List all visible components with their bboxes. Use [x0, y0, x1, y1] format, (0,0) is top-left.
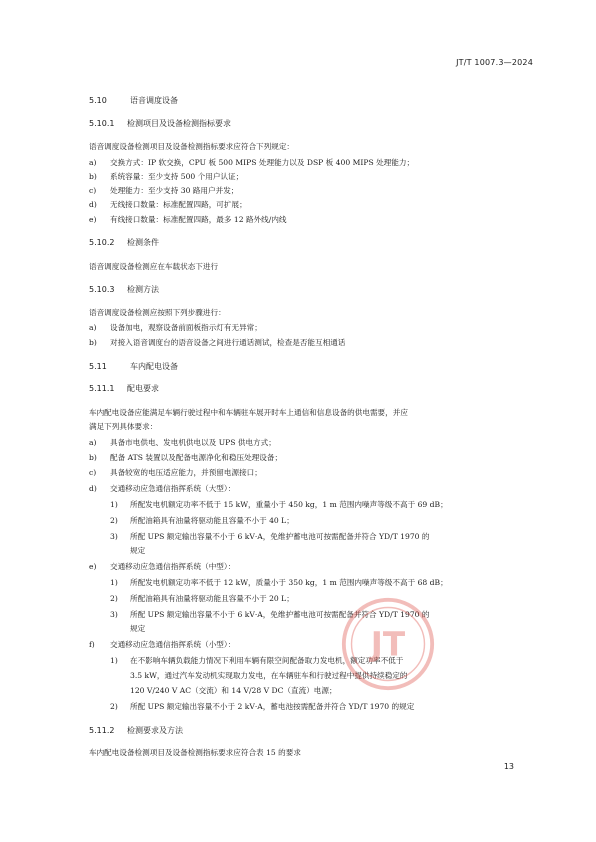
- list-text: 所配 UPS 额定输出容量不小于 6 kV·A，免维护蓄电池可按需配备并符合 YD/T 1970 的: [130, 610, 430, 619]
- section-title: 检测要求及方法: [127, 726, 183, 735]
- section-title: 车内配电设备: [130, 362, 178, 371]
- list-text: 所配发电机额定功率不低于 12 kW，质量小于 350 kg，1 m 范围内噪声等级不高于 68 dB；: [130, 578, 448, 587]
- list-text: 所配油箱具有油量将驱动能且容量不小于 20 L；: [130, 594, 294, 603]
- section-number: 5.10.3: [89, 285, 115, 294]
- list-label: 2): [110, 516, 118, 525]
- list-text: 有线接口数量：标准配置四路，最多 12 路外线/内线: [110, 215, 287, 224]
- paragraph-line: 满足下列具体要求：: [89, 422, 158, 431]
- paragraph-line: 车内配电设备应能满足车辆行驶过程中和车辆驻车展开时车上通信和信息设备的供电需要，并应: [89, 408, 408, 417]
- section-number: 5.10.1: [89, 119, 115, 128]
- list-label: 2): [110, 702, 118, 711]
- list-label: b): [89, 338, 97, 347]
- list-text: 无线接口数量：标准配置四路，可扩展；: [110, 200, 247, 209]
- list-label: 3): [110, 532, 118, 541]
- list-label: a): [89, 323, 97, 332]
- section-heading-5-11-2: [89, 726, 183, 736]
- paragraph: 语音调度设备检测应按照下列步骤进行：: [89, 308, 226, 317]
- list-label: 2): [110, 594, 118, 603]
- section-heading-5-10-1: [89, 119, 231, 129]
- list-text: 交换方式：IP 软交换，CPU 板 500 MIPS 处理能力以及 DSP 板 400 MIPS 处理能力；: [110, 158, 415, 167]
- list-label: 1): [110, 656, 118, 665]
- section-heading-5-10: [89, 96, 178, 106]
- section-number: 5.10: [89, 96, 107, 105]
- list-label: e): [89, 215, 97, 224]
- sub-list-continuation: 规定: [130, 546, 146, 555]
- list-text: 对接入语音调度台的语音设备之间进行通话测试，检查是否能互相通话: [110, 338, 346, 347]
- sub-list-continuation: 3.5 kW，通过汽车发动机实现取力发电，在车辆驻车和行驶过程中提供持续稳定的: [130, 671, 408, 680]
- sub-list-continuation: 规定: [130, 624, 146, 633]
- list-text: 具备市电供电、发电机供电以及 UPS 供电方式；: [110, 438, 276, 447]
- list-label: a): [89, 438, 97, 447]
- list-label: d): [89, 200, 97, 209]
- section-title: 配电要求: [127, 384, 159, 393]
- list-text: 交通移动应急通信指挥系统（小型）：: [110, 640, 236, 649]
- list-text: 交通移动应急通信指挥系统（大型）：: [110, 484, 236, 493]
- list-text: 所配油箱具有油量将驱动能且容量不小于 40 L；: [130, 516, 294, 525]
- section-heading-5-11-1: [89, 384, 159, 394]
- section-number: 5.11.1: [89, 384, 115, 393]
- svg-text:JT: JT: [370, 625, 406, 664]
- sub-list-continuation: 120 V/240 V AC（交流）和 14 V/28 V DC（直流）电源；: [130, 686, 337, 695]
- section-number: 5.10.2: [89, 238, 115, 247]
- list-text: 具备较宽的电压适应能力，并预留电源接口；: [110, 468, 262, 477]
- list-label: 1): [110, 578, 118, 587]
- list-label: d): [89, 484, 97, 493]
- section-heading-5-11: [89, 362, 178, 372]
- list-text: 系统容量：至少支持 500 个用户认证；: [110, 172, 244, 181]
- section-heading-5-10-2: [89, 238, 159, 248]
- list-label: 1): [110, 500, 118, 509]
- list-text: 所配 UPS 额定输出容量不小于 6 kV·A，免维护蓄电池可按需配备并符合 YD/T 1970 的: [130, 532, 430, 541]
- section-heading-5-10-3: [89, 285, 159, 295]
- section-number: 5.11: [89, 362, 107, 371]
- section-title: 检测条件: [127, 238, 159, 247]
- list-label: b): [89, 172, 97, 181]
- list-text: 所配发电机额定功率不低于 15 kW，重量小于 450 kg，1 m 范围内噪声等级不高于 69 dB；: [130, 500, 448, 509]
- list-text: 设备加电，观察设备前面板指示灯有无异常；: [110, 323, 262, 332]
- list-text: 在不影响车辆负载能力情况下利用车辆有限空间配备取力发电机，额定功率不低于: [130, 656, 404, 665]
- list-label: c): [89, 186, 97, 195]
- paragraph: 语音调度设备检测项目及设备检测指标要求应符合下列规定：: [89, 142, 295, 151]
- section-title: 检测方法: [127, 285, 159, 294]
- list-text: 交通移动应急通信指挥系统（中型）：: [110, 562, 236, 571]
- paragraph: 语音调度设备检测应在车载状态下进行: [89, 262, 219, 271]
- standard-code-header: JT/T 1007.3—2024: [456, 58, 533, 67]
- list-label: e): [89, 562, 97, 571]
- list-label: f): [89, 640, 95, 649]
- page-number: 13: [503, 762, 514, 771]
- list-label: 3): [110, 610, 118, 619]
- list-label: c): [89, 468, 97, 477]
- list-label: a): [89, 158, 97, 167]
- section-title: 检测项目及设备检测指标要求: [127, 119, 231, 128]
- list-text: 处理能力：至少支持 30 路用户并发；: [110, 186, 239, 195]
- list-label: b): [89, 453, 97, 462]
- jt-seal-watermark: [340, 596, 436, 692]
- list-text: 配备 ATS 装置以及配备电源净化和稳压处理设备；: [110, 453, 283, 462]
- section-number: 5.11.2: [89, 726, 115, 735]
- section-title: 语音调度设备: [130, 96, 178, 105]
- paragraph: 车内配电设备检测项目及设备检测指标要求应符合表 15 的要求: [89, 748, 301, 757]
- list-text: 所配 UPS 额定输出容量不小于 2 kV·A，蓄电池按需配备并符合 YD/T 1970 的规定: [130, 702, 415, 711]
